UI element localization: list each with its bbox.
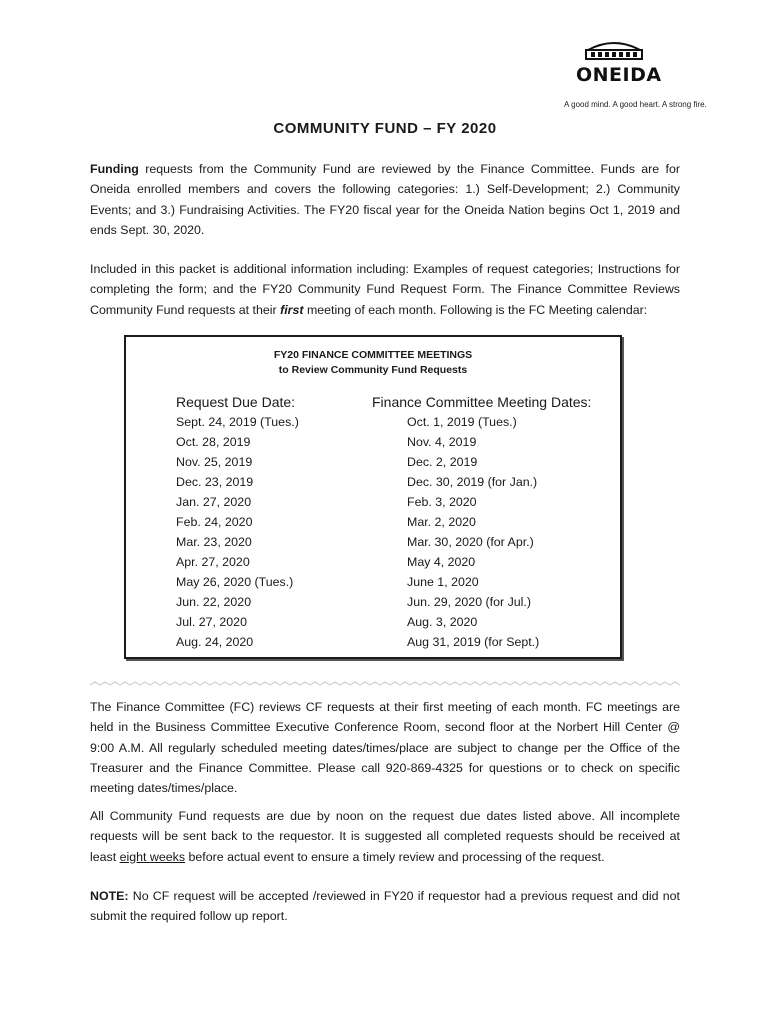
meeting-date-item: Aug. 3, 2020: [407, 615, 478, 629]
meeting-schedule-box: [124, 335, 622, 659]
due-dates-list: [176, 412, 299, 652]
due-info-after: before actual event to ensure a timely review and processing of the request.: [185, 849, 605, 864]
due-dates-column: [176, 393, 299, 652]
logo-wordmark: ONEIDA: [576, 64, 662, 86]
note-label: NOTE:: [90, 889, 129, 903]
packet-emphasis: first: [280, 302, 304, 317]
due-date-item: Jun. 22, 2020: [176, 595, 252, 609]
due-info-underlined: eight weeks: [119, 849, 186, 864]
longhouse-icon: [584, 38, 644, 62]
due-date-item: Oct. 28, 2019: [176, 435, 251, 449]
meeting-dates-header-colon: :: [587, 394, 592, 410]
packet-text-after: meeting of each month. Following is the FC Meeting calendar:: [303, 302, 648, 317]
due-date-item: Dec. 23, 2019: [176, 475, 254, 489]
meeting-date-item: Oct. 1, 2019 (Tues.): [407, 415, 517, 429]
packet-paragraph: [90, 259, 680, 320]
due-date-item: Apr. 27, 2020: [176, 555, 250, 569]
due-date-item: Jul. 27, 2020: [176, 615, 247, 629]
meeting-date-item: Jun. 29, 2020 (for Jul.): [407, 595, 531, 609]
meeting-date-item: June 1, 2020: [407, 575, 479, 589]
meeting-date-item: Feb. 3, 2020: [407, 495, 477, 509]
meeting-date-item: Mar. 2, 2020: [407, 515, 476, 529]
oneida-logo: [564, 38, 728, 109]
intro-lead: Funding: [90, 162, 139, 176]
due-date-item: Mar. 23, 2020: [176, 535, 252, 549]
meeting-date-item: May 4, 2020: [407, 555, 476, 569]
meeting-dates-header-text: Finance Committee Meeting Dates: [372, 394, 588, 410]
due-date-item: Sept. 24, 2019 (Tues.): [176, 415, 299, 429]
due-info-paragraph: [90, 806, 680, 867]
due-date-item: May 26, 2020 (Tues.): [176, 575, 294, 589]
logo-tagline: A good mind. A good heart. A strong fire.: [564, 100, 707, 109]
intro-text: requests from the Community Fund are reviewed by the Finance Committee. Funds are for Oneida enrolled members and covers the following categories: 1.) Self-Development; 2.) Community Events; and 3.) Fundraising Activities. The FY20 fiscal year for the Oneida Nation begins Oct 1, 2019 and ends Sept. 30, 2020.: [90, 162, 680, 237]
meeting-date-item: Dec. 2, 2019: [407, 455, 478, 469]
meeting-dates-header: [372, 393, 591, 411]
due-info-before: All Community Fund requests are due by noon on the request due dates listed above. All incomplete requests will be sent back to the requestor. It is suggested all completed requests should be received at least: [90, 809, 680, 864]
meeting-dates-list: [372, 412, 591, 652]
note-paragraph: [90, 886, 680, 927]
meeting-date-item: Aug 31, 2019 (for Sept.): [407, 635, 540, 649]
schedule-title-line2: to Review Community Fund Requests: [278, 364, 468, 376]
meeting-date-item: Dec. 30, 2019 (for Jan.): [407, 475, 538, 489]
page-title: COMMUNITY FUND – FY 2020: [273, 120, 497, 137]
schedule-title-line1: FY20 FINANCE COMMITTEE MEETINGS: [273, 349, 473, 361]
schedule-title: [126, 348, 620, 378]
meeting-date-item: Nov. 4, 2019: [407, 435, 477, 449]
note-text: No CF request will be accepted /reviewed in FY20 if requestor had a previous request and did not submit the required follow up report.: [90, 889, 680, 924]
due-date-item: Feb. 24, 2020: [176, 515, 253, 529]
meeting-date-item: Mar. 30, 2020 (for Apr.): [407, 535, 534, 549]
intro-paragraph: [90, 159, 680, 240]
due-dates-header: Request Due Date:: [176, 394, 296, 410]
section-divider: [90, 681, 680, 689]
due-date-item: Nov. 25, 2019: [176, 455, 253, 469]
meeting-dates-column: [372, 393, 591, 652]
due-date-item: Jan. 27, 2020: [176, 495, 252, 509]
meetings-info-paragraph: The Finance Committee (FC) reviews CF requests at their first meeting of each month. FC meetings are held in the Business Committee Executive Conference Room, second floor at the Norbert Hill Center @ 9:00 A.M. All regularly scheduled meeting dates/times/place are subject to change per the Office of the Treasurer and the Finance Committee. Please call 920-869-4325 for questions or to check on specific meeting dates/times/place.: [90, 700, 680, 796]
due-date-item: Aug. 24, 2020: [176, 635, 254, 649]
packet-text-before: Included in this packet is additional information including: Examples of request categories; Instructions for completing the form; and the FY20 Community Fund Request Form. The Finance Committee Reviews Community Fund requests at their: [90, 262, 680, 317]
